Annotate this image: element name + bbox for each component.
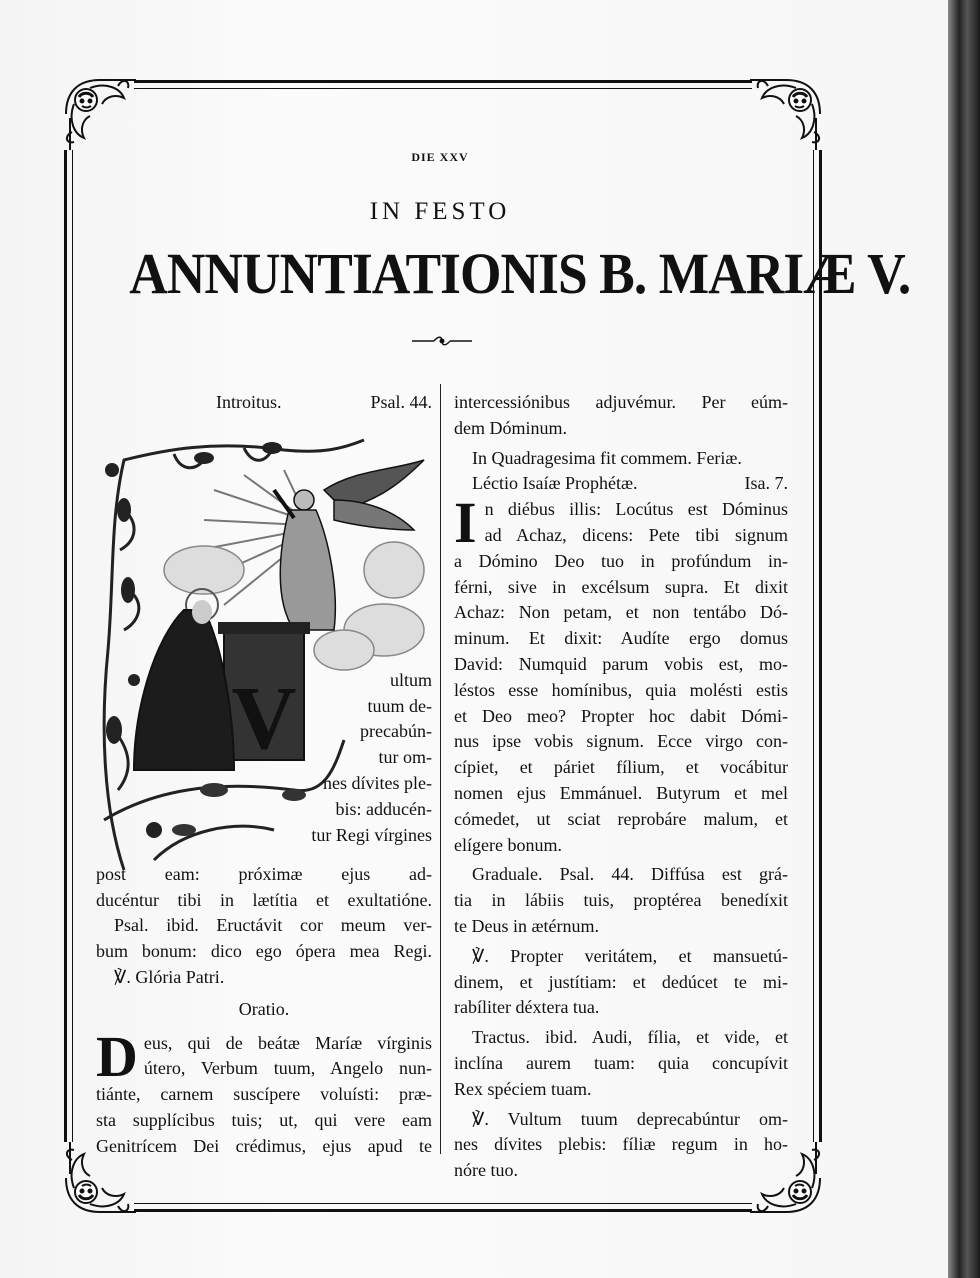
- book-spine: [948, 0, 980, 1278]
- text-line: inclína aurem tuam: quia concupívit: [454, 1052, 788, 1073]
- text-line: a Dómino Deo tuo in profúndum in-: [454, 550, 788, 571]
- drop-cap-d: D: [96, 1023, 138, 1089]
- gloria-patri: ℣. Glória Patri.: [114, 966, 225, 987]
- oratio-label: Oratio.: [238, 998, 290, 1019]
- text-line: nus ipse vobis signum. Ecce virgo con-: [454, 731, 788, 752]
- versicle-propter: [454, 944, 788, 1021]
- lectio-label: Léctio Isaíæ Prophétæ.: [472, 473, 638, 494]
- text-line: intercessiónibus adjuvémur. Per eúm-: [454, 392, 788, 412]
- corner-cherub-icon: [60, 74, 138, 152]
- page-title: ANNUNTIATIONIS B. MARIÆ V.: [129, 241, 911, 306]
- text-line: dem Dóminum.: [454, 417, 567, 438]
- text-line: tiánte, carnem suscípere voluísti: præ-: [96, 1084, 432, 1105]
- text-line: cómedet, ut sciat reprobáre malum, et: [454, 808, 788, 829]
- lectio-text: [454, 490, 788, 858]
- text-line: David: Numquid parum vobis est, mo-: [454, 653, 788, 674]
- text-line: precabún-: [360, 721, 432, 742]
- title-ornament-icon: [410, 334, 474, 346]
- text-line: ℣. Vultum tuum deprecabúntur om-: [472, 1108, 788, 1129]
- text-line: útero, Verbum tuum, Angelo nun-: [143, 1058, 432, 1079]
- left-column: [96, 390, 432, 1160]
- tractus: [454, 1025, 788, 1102]
- text-line: Rex spéciem tuam.: [454, 1078, 592, 1099]
- text-line: minum. Et dixit: Audíte ergo domus: [454, 628, 788, 649]
- text-line: elígere bonum.: [454, 834, 562, 855]
- text-line: Achaz: Non petam, et non tentábo Dó-: [454, 602, 788, 623]
- oratio-text: [96, 1023, 432, 1160]
- text-line: ultum: [389, 669, 432, 690]
- text-line: post eam: próximæ ejus ad-: [96, 863, 432, 884]
- text-line: cípiet, et páriet fílium, et vocábitur: [454, 757, 788, 778]
- lectio-header: [454, 471, 788, 497]
- illuminated-initial: [94, 430, 432, 870]
- text-line: dinem, et justítiam: et dedúcet te mi-: [454, 971, 788, 992]
- text-line: bis: adducén-: [335, 798, 432, 819]
- text-line: léstos esse homínibus, quia molésti estis: [454, 679, 788, 700]
- text-line: nes dívites plebis: fíliæ regum in ho-: [454, 1134, 788, 1155]
- corner-cherub-icon: [748, 74, 826, 152]
- introit-label: Introitus.: [216, 392, 282, 412]
- text-line: n diébus illis: Locútus est Dóminus: [484, 499, 788, 520]
- text-line: et Deo meo? Propter hoc dabit Dómi-: [454, 705, 788, 726]
- text-line: ℣. Propter veritátem, et mansuetú-: [472, 945, 788, 966]
- text-line: Psal. ibid. Eructávit cor meum ver-: [114, 915, 432, 936]
- border-rule-left: [64, 150, 73, 1142]
- text-line: tuum de-: [367, 695, 432, 716]
- text-line: Tractus. ibid. Audi, fília, et vide, et: [472, 1027, 788, 1048]
- text-line: rabíliter déxtera tua.: [454, 997, 600, 1018]
- feast-subtitle: IN FESTO: [369, 198, 511, 225]
- border-rule-bottom: [134, 1203, 752, 1212]
- introit-header: [96, 390, 432, 416]
- text-line: bum bonum: dico ego ópera mea Regi.: [96, 941, 432, 962]
- versicle-vultum: [454, 1107, 788, 1184]
- text-line: férni, sive in excélsum supra. Et dixit: [454, 576, 788, 597]
- day-label: DIE XXV: [411, 150, 469, 164]
- virgin-mary-figure-icon: [134, 589, 234, 770]
- text-line: eus, qui de beátæ Maríæ vírginis: [143, 1032, 432, 1053]
- text-line: Genitrícem Dei crédimus, ejus apud te: [96, 1135, 432, 1156]
- text-line: nóre tuo.: [454, 1160, 518, 1181]
- text-line: tur Regi vírgines: [311, 824, 432, 845]
- initial-letter-v: V: [231, 668, 297, 768]
- quadragesima-note: In Quadragesima fit commem. Feriæ.: [472, 447, 742, 468]
- text-line: sta supplícibus tuis; ut, qui vere eam: [96, 1109, 432, 1130]
- text-line: tur om-: [378, 747, 432, 768]
- text-line: ad Achaz, dicens: Pete tibi signum: [484, 524, 788, 545]
- introit-reference: Psal. 44.: [370, 392, 432, 412]
- text-line: tia in lábiis tuis, proptérea benedíxit: [454, 890, 788, 911]
- drop-cap-i: I: [454, 490, 477, 556]
- text-line: nomen ejus Emmánuel. Butyrum et mel: [454, 782, 788, 803]
- text-line: nes dívites ple-: [323, 772, 432, 793]
- text-line: Graduale. Psal. 44. Diffúsa est grá-: [472, 864, 788, 885]
- text-line: te Deus in ætérnum.: [454, 915, 599, 936]
- graduale: [454, 862, 788, 939]
- column-divider: [440, 384, 441, 1154]
- text-line: ducéntur tibi in lætítia et exultatióne.: [96, 889, 432, 910]
- right-column: [454, 390, 788, 1184]
- border-rule-top: [134, 80, 752, 89]
- lectio-reference: Isa. 7.: [744, 473, 788, 494]
- wrapped-introit: [252, 668, 432, 849]
